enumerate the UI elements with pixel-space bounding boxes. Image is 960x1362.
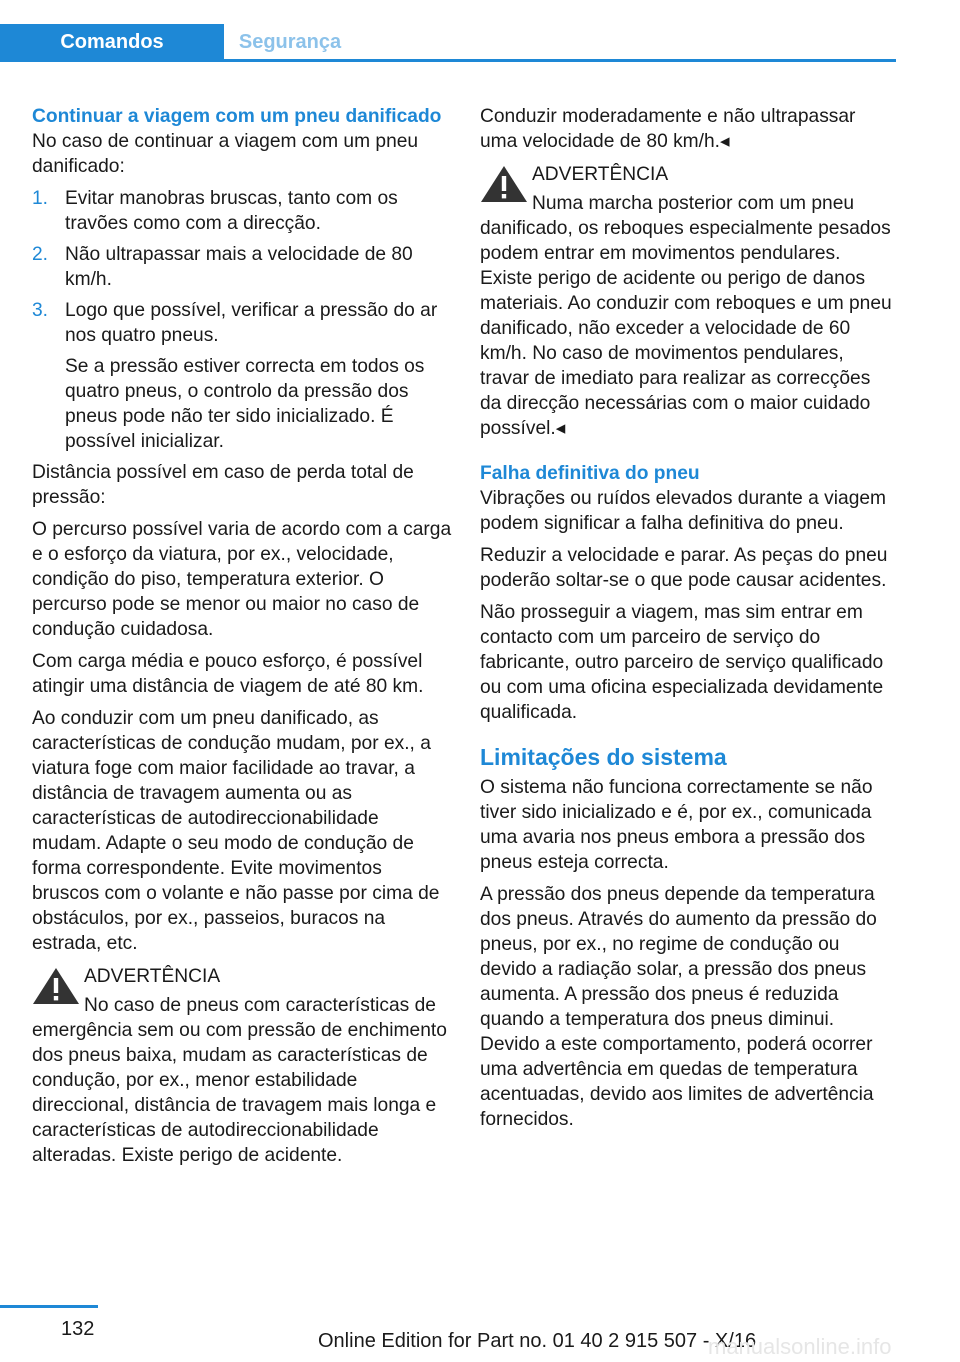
list-item — [32, 186, 452, 236]
paragraph-driving-characteristics: Ao conduzir com um pneu danificado, as características de condução mudam, por ex., a viatura foge com maior facilidade ao travar, a distância de travagem aumenta ou as características de autodireccionabilidade mudam. Adapte o seu modo de condução de forma correspondente. Evite movimentos bruscos com o volante e não passe por cima de obstáculos, por ex., passeios, buracos na estrada, etc. — [32, 708, 440, 954]
intro-paragraph: No caso de continuar a viagem com um pneu danificado: — [32, 131, 419, 177]
step-number: 2. — [32, 244, 49, 265]
paragraph-possible-distance: Distância possível em caso de perda total de pressão: — [32, 462, 414, 508]
header-tab-bar — [0, 24, 896, 62]
warning-title: ADVERTÊNCIA — [84, 966, 221, 987]
watermark-text: manualsonline.info — [708, 1334, 892, 1359]
paragraph-vibrations: Vibrações ou ruídos elevados durante a viagem podem significar a falha definitiva do pneu. — [480, 488, 887, 534]
tab-comandos[interactable]: Comandos — [0, 24, 224, 59]
warning-text-first-line: No caso de pneus com características de — [84, 995, 436, 1016]
step-number: 3. — [32, 300, 49, 321]
tab-seguranca[interactable]: Segurança — [238, 31, 342, 53]
step-note: Se a pressão estiver correcta em todos os quatro pneus, o controlo da pressão dos pneus pode não ter sido inicializado. É possível inicializar. — [65, 356, 425, 452]
page-number: 132 — [61, 1318, 95, 1340]
paragraph-route-variation: O percurso possível varia de acordo com a carga e o esforço da viatura, por ex., velocidade, condição do piso, temperatura exterior. O percurso pode se menor ou maior no caso de condução cuidadosa. — [32, 519, 452, 640]
subheading-tire-failure: Falha definitiva do pneu — [480, 463, 700, 484]
paragraph-temperature-pressure: A pressão dos pneus depende da temperatura dos pneus. Através do aumento da pressão do pneus, por ex., no regime de condução ou devido a radiação solar, a pressão dos pneus aumenta. A pressão dos pneus é reduzida quando a temperatura dos pneus diminui. Devido a este comportamento, poderá ocorrer uma advertência em quedas de temperatura acentuadas, devido aos limites de advertência fornecidos. — [480, 884, 877, 1130]
heading-system-limitations: Limitações do sistema — [480, 744, 727, 770]
steps-list — [32, 186, 452, 454]
left-column — [32, 104, 452, 1174]
paragraph-reduce-speed: Reduzir a velocidade e parar. As peças do pneu poderão soltar-se o que pode causar acidentes. — [480, 545, 888, 591]
step-number: 1. — [32, 188, 49, 209]
list-item — [32, 242, 452, 292]
edition-footer: Online Edition for Part no. 01 40 2 915 507 - X/16 — [318, 1330, 757, 1352]
subheading-continue-damaged-tire: Continuar a viagem com um pneu danificado — [32, 106, 442, 127]
warning-text: emergência sem ou com pressão de enchimento dos pneus baixa, mudam as características de condução, por ex., menor estabilidade direccional, distância de travagem mais longa e características de autodireccionabilidade alteradas. Existe perigo de acidente. — [32, 1020, 447, 1166]
paragraph-moderate-driving: Conduzir moderadamente e não ultrapassar uma velocidade de 80 km/h.◂ — [480, 106, 856, 152]
warning-triangle-icon — [32, 967, 80, 1005]
step-text: Evitar manobras bruscas, tanto com os travões como com a direcção. — [65, 188, 398, 234]
warning-text: danificado, os reboques especialmente pesados podem entrar em movimentos pendulares. Existe perigo de acidente ou perigo de danos materiais. Ao conduzir com reboques e um pneu danificado, não exceder a velocidade de 60 km/h. No caso de movimentos pendulares, travar de imediato para realizar as correcções da direcção necessárias com o maior cuidado possível.◂ — [480, 218, 892, 439]
warning-block-left — [32, 963, 452, 1168]
right-column — [480, 104, 896, 1139]
paragraph-contact-service: Não prosseguir a viagem, mas sim entrar em contacto com um parceiro de serviço do fabricante, outro parceiro de serviço qualificado ou com uma oficina especializada devidamente qualificada. — [480, 602, 884, 723]
footer-accent-line — [0, 1305, 98, 1308]
paragraph-system-not-initialized: O sistema não funciona correctamente se não tiver sido inicializado e é, por ex., comunicada uma avaria nos pneus embora a pressão dos pneus esteja correcta. — [480, 777, 873, 873]
step-text: Não ultrapassar mais a velocidade de 80 km/h. — [65, 244, 413, 290]
warning-text-first-line: Numa marcha posterior com um pneu — [532, 193, 855, 214]
paragraph-average-load: Com carga média e pouco esforço, é possível atingir uma distância de viagem de até 80 km. — [32, 651, 424, 697]
warning-title: ADVERTÊNCIA — [532, 164, 669, 185]
warning-triangle-icon — [480, 165, 528, 203]
warning-block-right — [480, 161, 896, 441]
list-item — [32, 298, 452, 454]
step-text: Logo que possível, verificar a pressão do ar nos quatro pneus. — [65, 300, 438, 346]
